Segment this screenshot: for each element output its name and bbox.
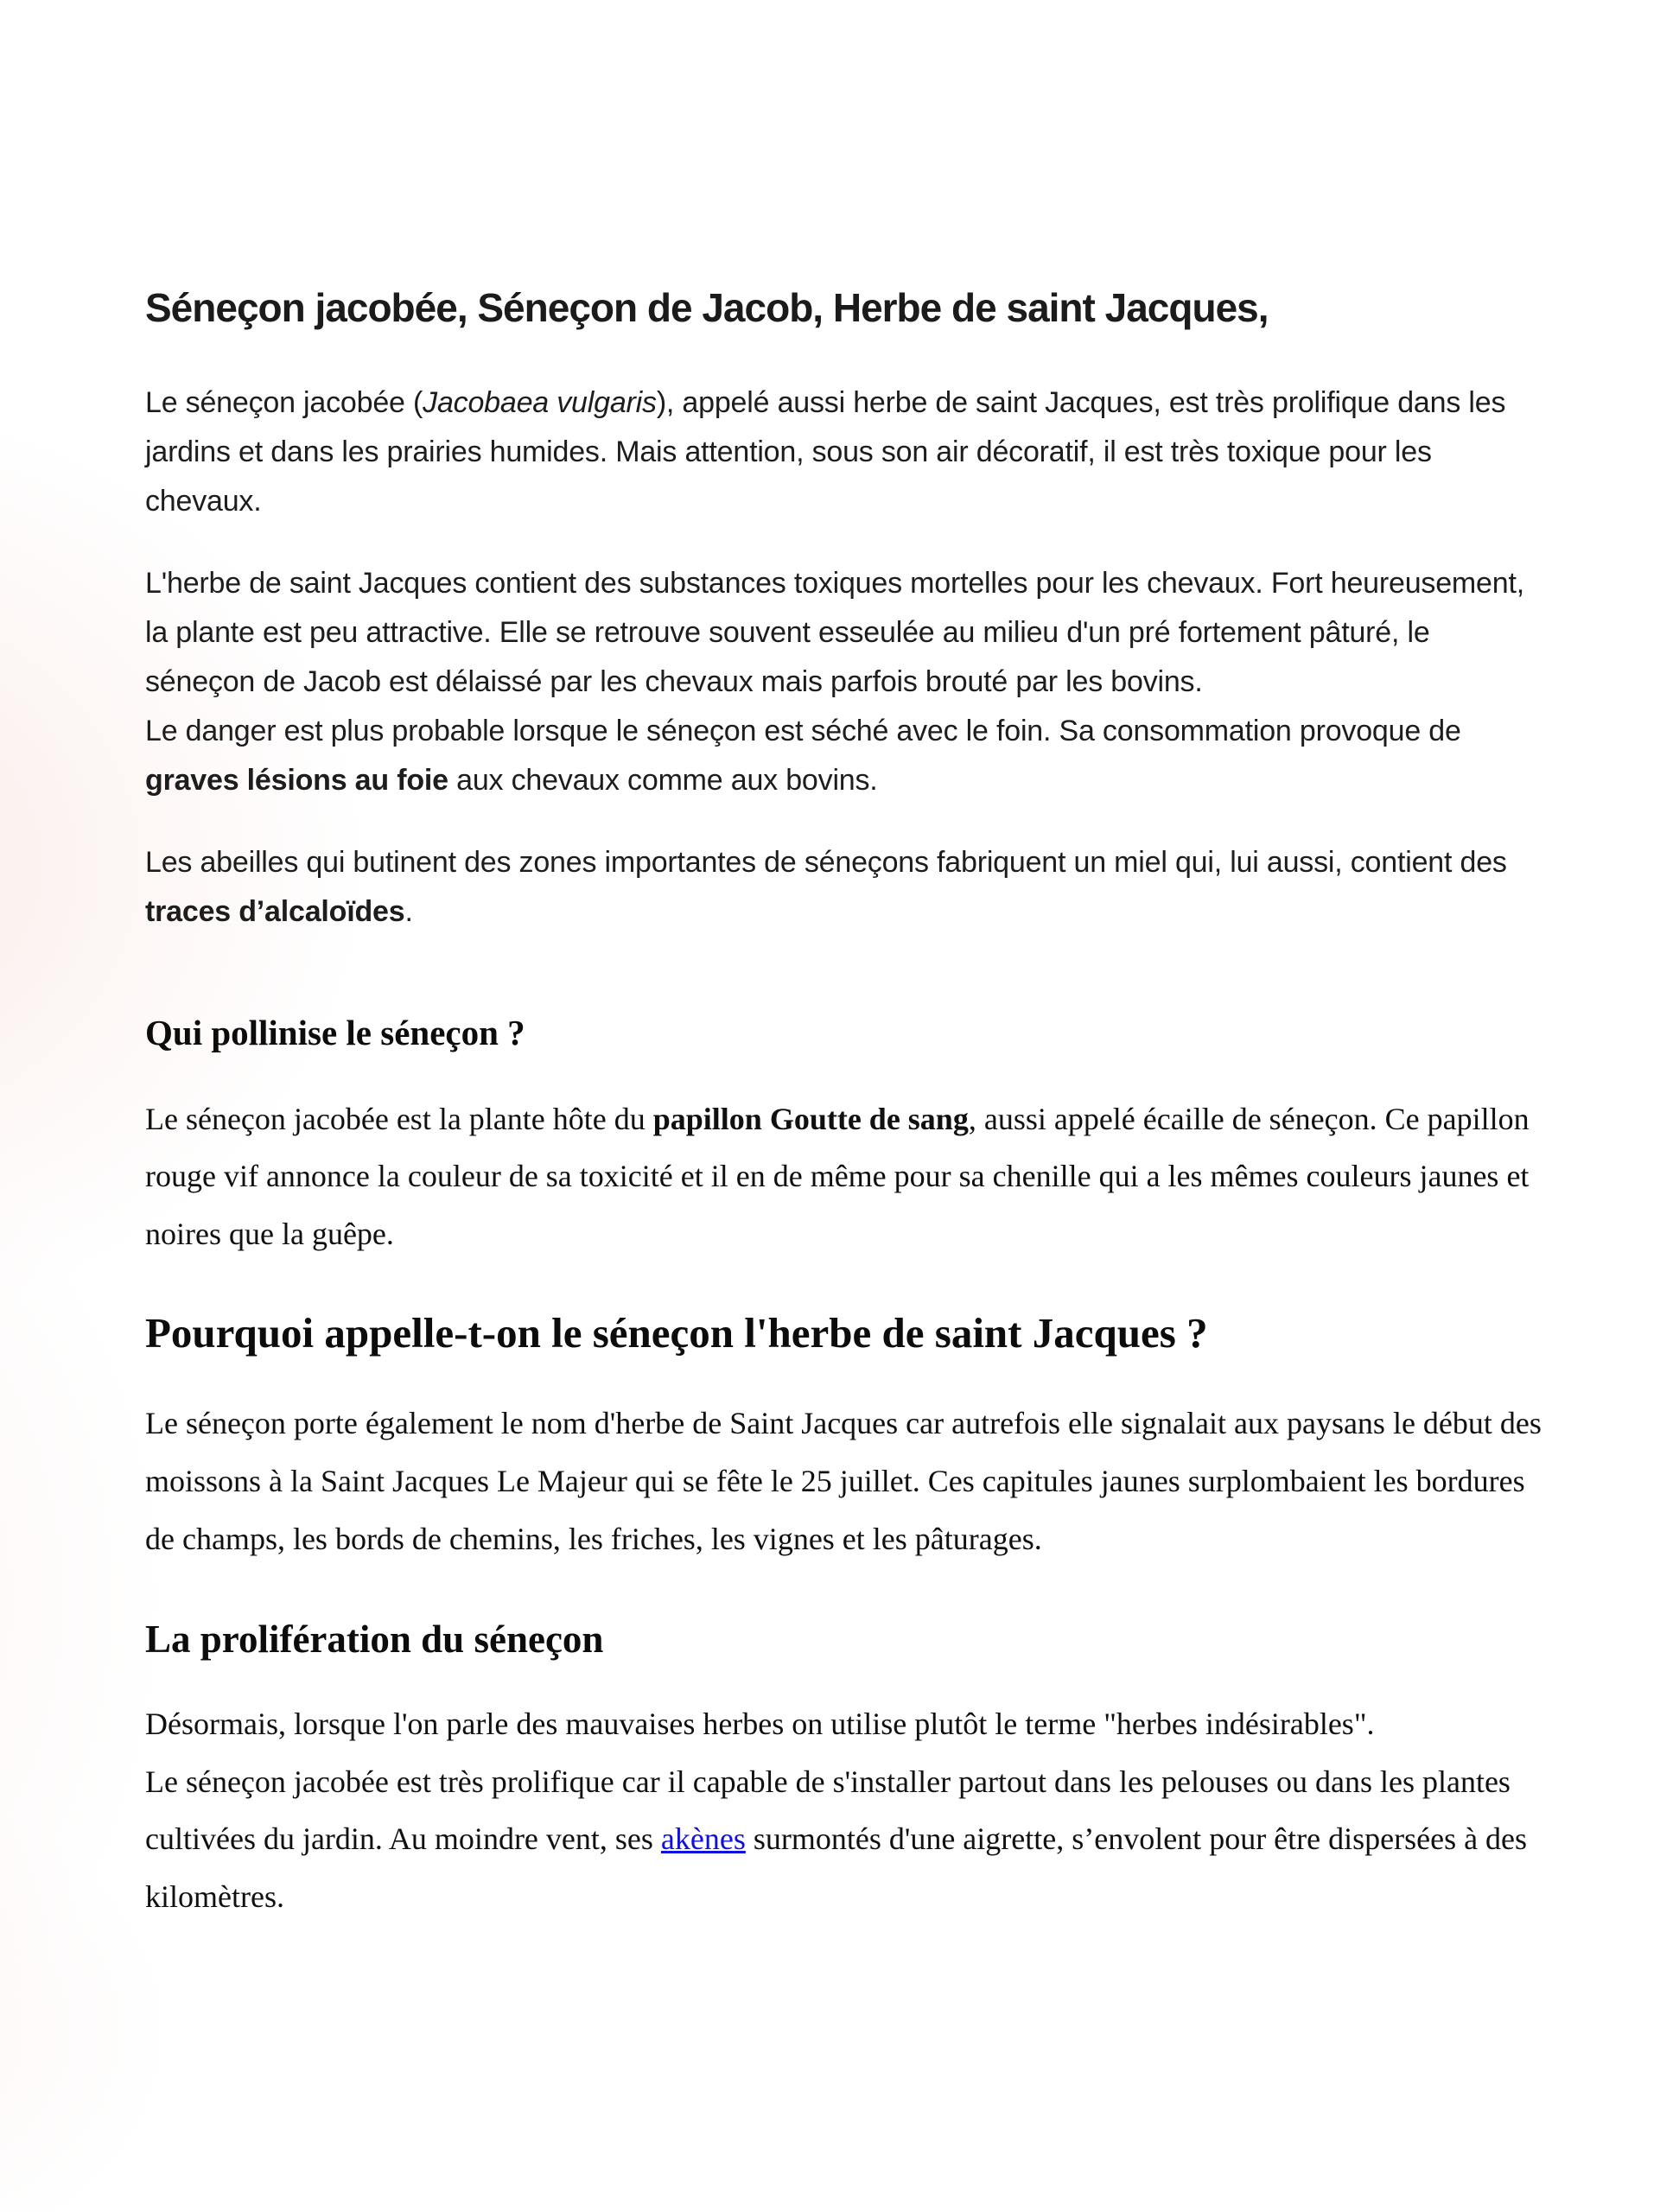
pollinise-text-after: , aussi appelé écaille de séneçon. Ce papillon rouge vif annonce la couleur de sa toxicité et il en de même pour sa chenille qui a les mêmes couleurs jaunes et noires que la guêpe. xyxy=(145,1101,1530,1251)
heading-nom-saint-jacques: Pourquoi appelle-t-on le séneçon l'herbe de saint Jacques ? xyxy=(145,1308,1208,1357)
heading-proliferation: La prolifération du séneçon xyxy=(145,1618,604,1662)
latin-name-italic: Jacobaea vulgaris xyxy=(423,385,657,419)
intro-p3-text: Les abeilles qui butinent des zones importantes de séneçons fabriquent un miel qui, lui aussi, contient des xyxy=(145,846,1507,880)
intro-p1-text: Le séneçon jacobée ( xyxy=(145,385,423,419)
intro-p1-text-after: ), appelé aussi herbe de saint Jacques, est très prolifique dans les jardins et dans les prairies humides. Mais attention, sous son air décoratif, il est très toxique pour les chevaux. xyxy=(145,385,1506,518)
intro-paragraph-3 xyxy=(145,838,1543,937)
proliferation-line2-text: Le séneçon jacobée est très prolifique car il capable de s'installer partout dans les pelouses ou dans les plantes cultivées du jardin. Au moindre vent, ses xyxy=(145,1764,1511,1857)
bold-papillon-goutte-de-sang: papillon Goutte de sang xyxy=(652,1101,969,1136)
intro-p3-text-after: . xyxy=(404,895,413,929)
intro-p2-line1: L'herbe de saint Jacques contient des substances toxiques mortelles pour les chevaux. Fort heureusement, la plante est peu attractive. Elle se retrouve souvent esseulée au milieu d'un pré fortement pâturé, le séneçon de Jacob est délaissé par les chevaux mais parfois brouté par les bovins. xyxy=(145,566,1524,699)
akenes-link[interactable]: akènes xyxy=(660,1821,746,1857)
proliferation-line2-text-after: surmontés d'une aigrette, s’envolent pour être dispersées à des kilomètres. xyxy=(145,1821,1528,1914)
pollinise-text: Le séneçon jacobée est la plante hôte du xyxy=(145,1101,653,1136)
nom-paragraph: Le séneçon porte également le nom d'herbe de Saint Jacques car autrefois elle signalait aux paysans le début des moissons à la Saint Jacques Le Majeur qui se fête le 25 juillet. Ces capitules jaunes surplombaient les bordures de champs, les bords de chemins, les friches, les vignes et les pâturages. xyxy=(145,1406,1542,1556)
document-content xyxy=(145,283,1543,1926)
proliferation-paragraph xyxy=(145,1695,1543,1925)
page-title: Séneçon jacobée, Séneçon de Jacob, Herbe de saint Jacques, xyxy=(145,285,1269,330)
bold-traces-alcaloides: traces d’alcaloïdes xyxy=(145,895,405,929)
proliferation-line1: Désormais, lorsque l'on parle des mauvaises herbes on utilise plutôt le terme "herbes indésirables". xyxy=(145,1707,1375,1742)
intro-p2-line2 xyxy=(145,707,1543,805)
intro-paragraph-2 xyxy=(145,559,1543,806)
proliferation-line2 xyxy=(145,1753,1543,1926)
heading-pollinise: Qui pollinise le séneçon ? xyxy=(145,1012,525,1052)
intro-paragraph-1 xyxy=(145,378,1543,526)
intro-p2-line2-text: Le danger est plus probable lorsque le séneçon est séché avec le foin. Sa consommation provoque de xyxy=(145,715,1461,748)
pollinise-paragraph xyxy=(145,1090,1543,1263)
intro-p2-line2-text-after: aux chevaux comme aux bovins. xyxy=(448,764,878,798)
bold-graves-lesions: graves lésions au foie xyxy=(145,764,448,798)
